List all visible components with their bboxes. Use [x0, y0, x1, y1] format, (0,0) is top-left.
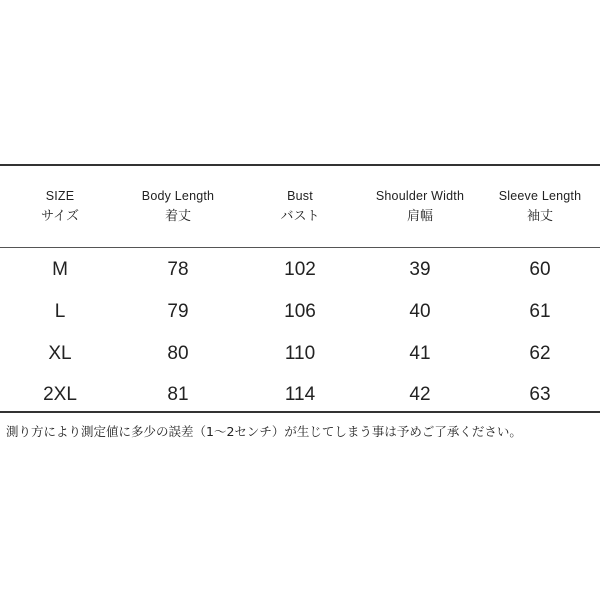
- table-row: [0, 334, 600, 374]
- cell-size: XL: [48, 343, 72, 364]
- cell-body-length: 78: [167, 259, 189, 280]
- bottom-rule: [0, 411, 600, 413]
- table-row: [0, 250, 600, 290]
- cell-body-length: 80: [167, 343, 189, 364]
- cell-sleeve-length: 62: [529, 343, 551, 364]
- header-shoulder-width: [360, 186, 480, 228]
- cell-shoulder-width: 39: [409, 259, 431, 280]
- header-bust-ja: バスト: [280, 209, 320, 224]
- cell-bust: 102: [284, 259, 316, 280]
- cell-sleeve-length: 63: [529, 384, 551, 405]
- top-rule: [0, 164, 600, 166]
- header-bust: [240, 186, 360, 228]
- header-sleeve-length-en: Sleeve Length: [498, 189, 582, 203]
- cell-bust: 106: [284, 301, 316, 322]
- table-row: [0, 375, 600, 415]
- header-body-length: [118, 186, 238, 228]
- header-divider: [0, 247, 600, 248]
- header-body-length-ja: 着丈: [164, 209, 191, 224]
- table-row: [0, 292, 600, 332]
- cell-bust: 114: [284, 384, 316, 405]
- header-body-length-en: Body Length: [141, 189, 215, 203]
- header-shoulder-width-ja: 肩幅: [406, 209, 433, 224]
- cell-body-length: 79: [167, 301, 189, 322]
- cell-size: 2XL: [43, 384, 77, 405]
- header-bust-en: Bust: [287, 189, 313, 203]
- cell-size: M: [52, 259, 68, 280]
- header-size: [0, 186, 120, 228]
- header-size-en: SIZE: [45, 189, 75, 203]
- cell-sleeve-length: 61: [529, 301, 551, 322]
- cell-bust: 110: [284, 343, 316, 364]
- cell-sleeve-length: 60: [529, 259, 551, 280]
- header-shoulder-width-en: Shoulder Width: [375, 189, 465, 203]
- cell-size: L: [54, 301, 66, 322]
- header-sleeve-length: [480, 186, 600, 228]
- header-sleeve-length-ja: 袖丈: [526, 209, 553, 224]
- measurement-note: 測り方により測定値に多少の誤差（1〜2センチ）が生じてしまう事は予めご了承ください。: [6, 424, 522, 439]
- cell-shoulder-width: 42: [409, 384, 431, 405]
- cell-shoulder-width: 41: [409, 343, 431, 364]
- cell-body-length: 81: [167, 384, 189, 405]
- header-size-ja: サイズ: [41, 209, 79, 224]
- cell-shoulder-width: 40: [409, 301, 431, 322]
